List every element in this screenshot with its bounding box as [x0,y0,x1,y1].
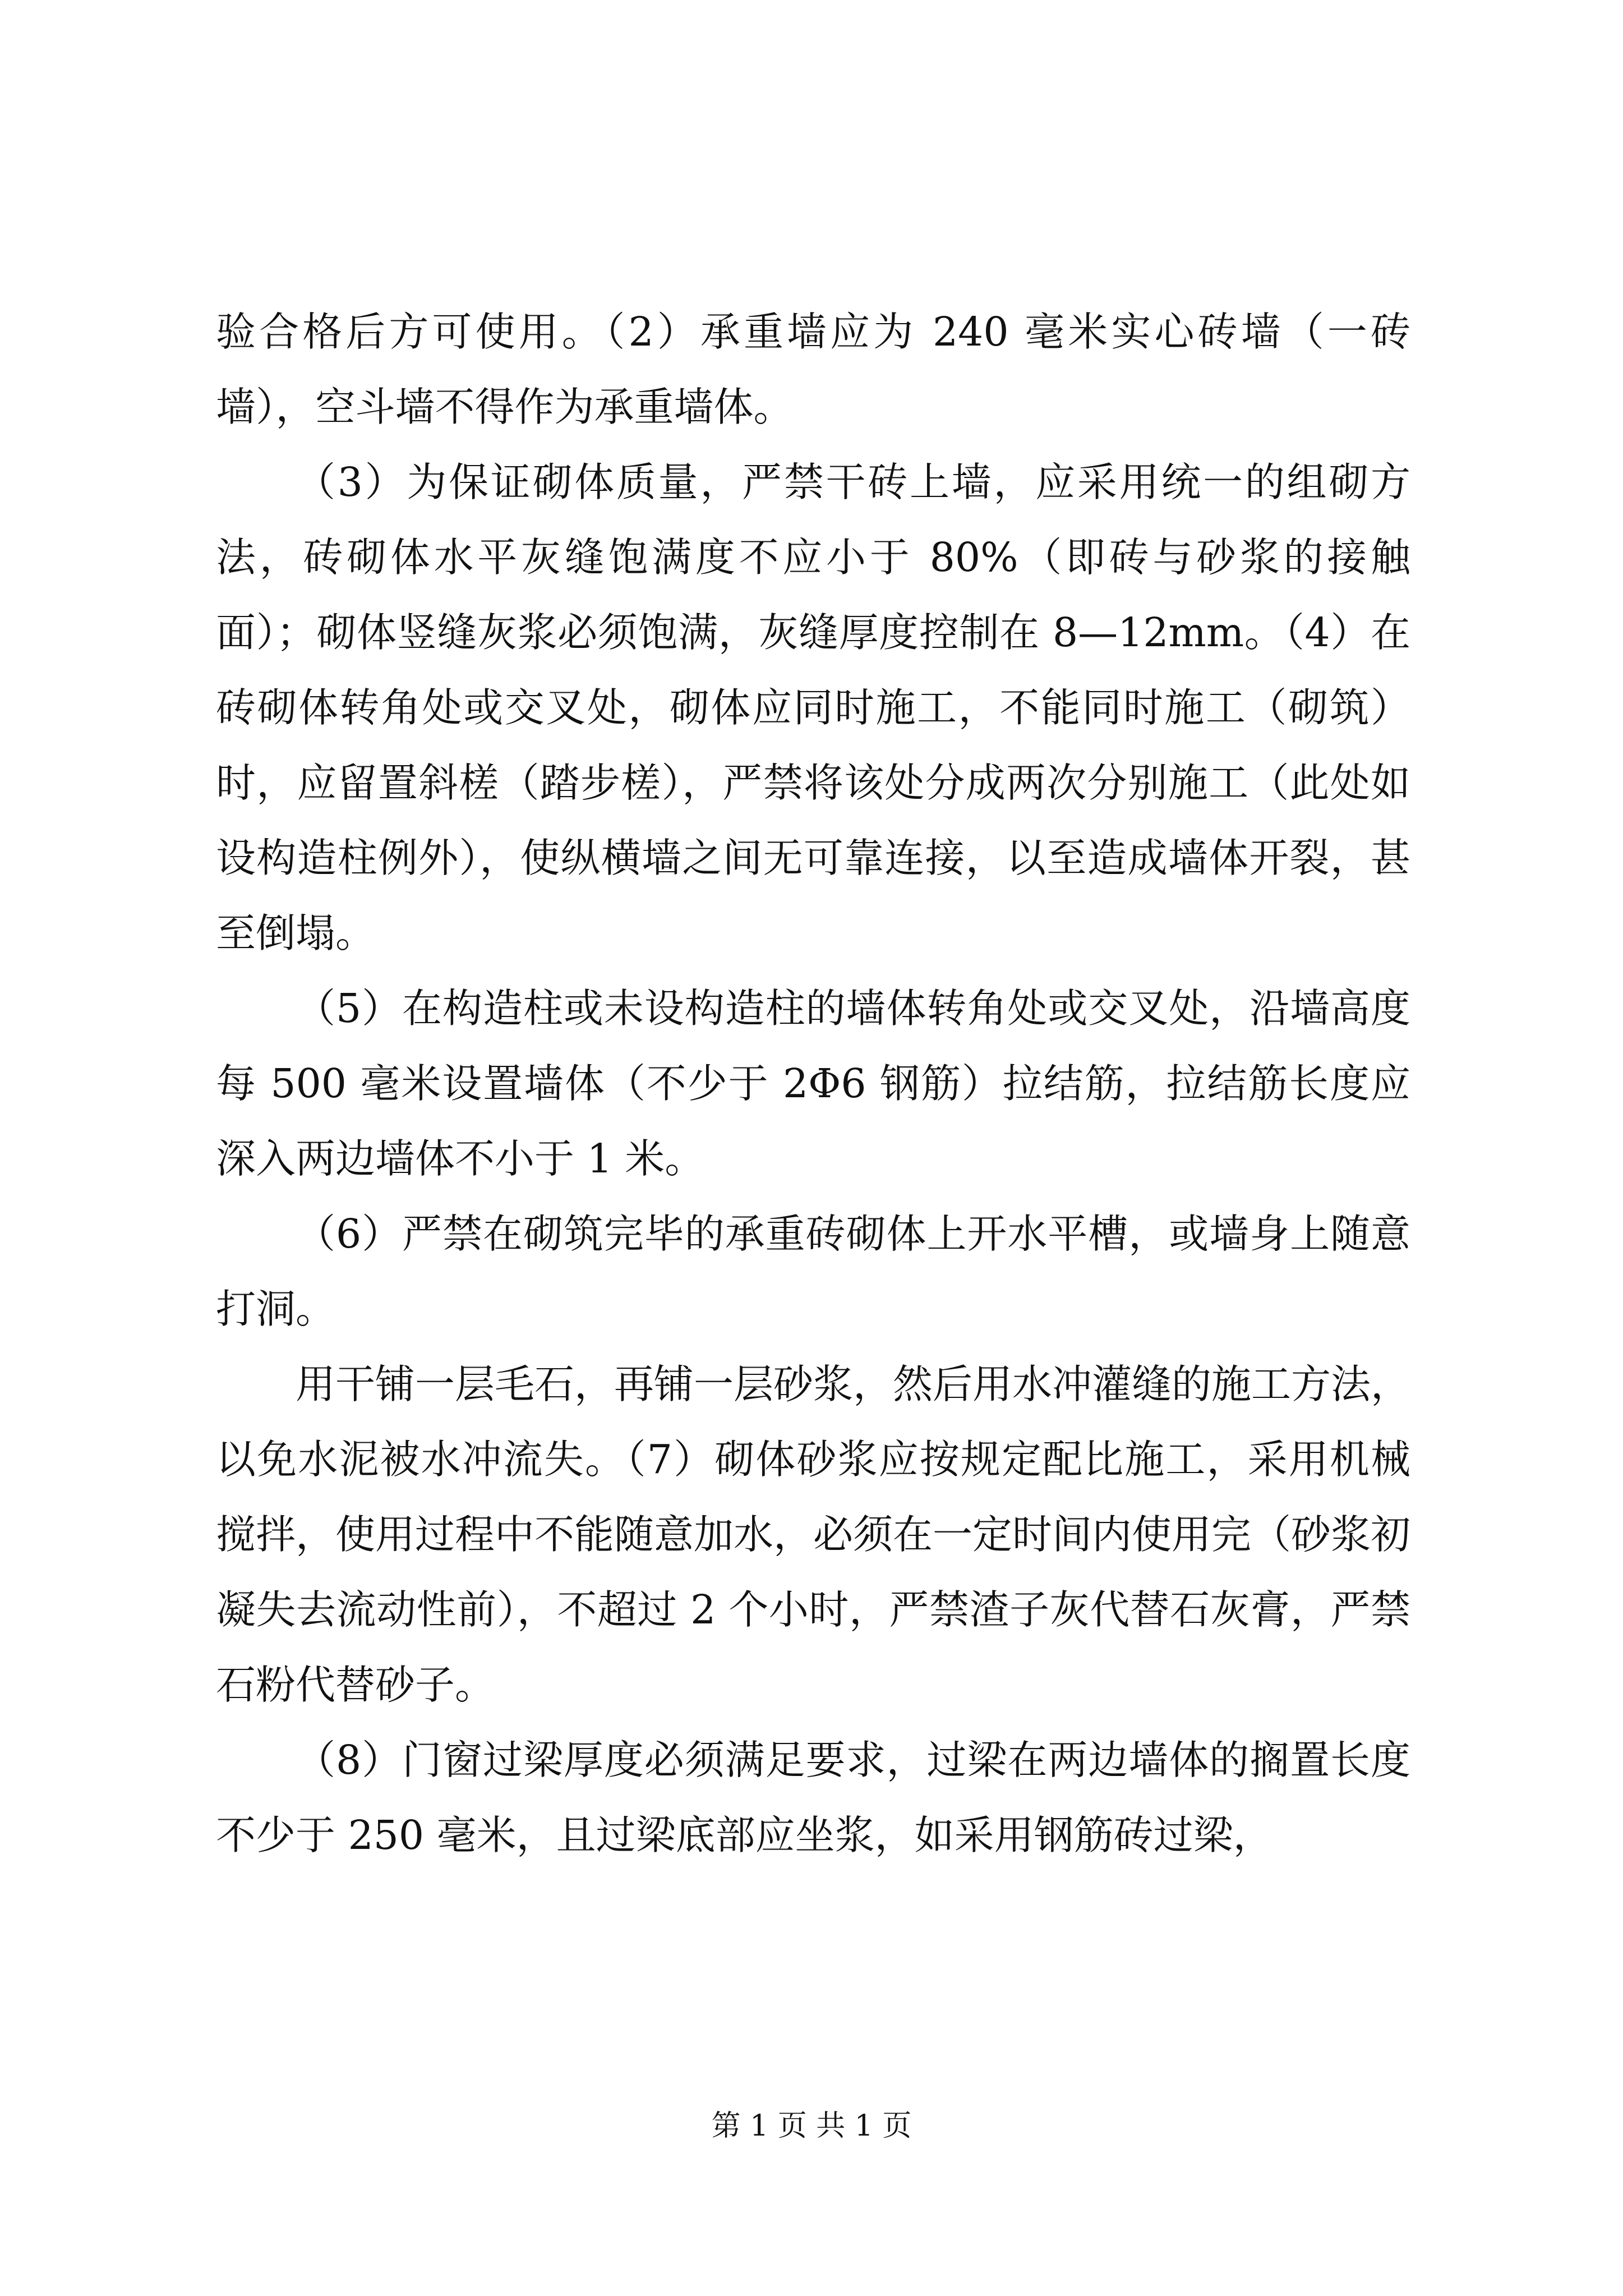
page-footer: 第 1 页 共 1 页 [711,2109,912,2143]
paragraph-3: （5）在构造柱或未设构造柱的墙体转角处或交叉处，沿墙高度每 500 毫米设置墙体（不少于 2Φ6 钢筋）拉结筋，拉结筋长度应深入两边墙体不小于 1 米。 [216,985,1410,1182]
paragraph-1: 验合格后方可使用。（2）承重墙应为 240 毫米实心砖墙（一砖墙），空斗墙不得作为承重墙体。 [216,309,1410,430]
paragraph-2: （3）为保证砌体质量，严禁干砖上墙，应采用统一的组砌方法，砖砌体水平灰缝饱满度不应小于 80%（即砖与砂浆的接触面）；砌体竖缝灰浆必须饱满，灰缝厚度控制在 8—12mm。（4）在砖砌体转角处或交叉处，砌体应同时施工，不能同时施工（砌筑）时，应留置斜槎（踏步槎），严禁将该处分成两次分别施工（此处如设构造柱例外），使纵横墙之间无可靠连接，以至造成墙体开裂，甚至倒塌。 [216,459,1410,956]
paragraph-6: （8）门窗过梁厚度必须满足要求，过梁在两边墙体的搁置长度不少于 250 毫米，且过梁底部应坐浆，如采用钢筋砖过梁， [216,1737,1410,1858]
paragraph-4: （6）严禁在砌筑完毕的承重砖砌体上开水平槽，或墙身上随意打洞。 [216,1211,1410,1332]
paragraph-5: 用干铺一层毛石，再铺一层砂浆，然后用水冲灌缝的施工方法，以免水泥被水冲流失。（7）砌体砂浆应按规定配比施工，采用机械搅拌，使用过程中不能随意加水，必须在一定时间内使用完（砂浆初凝失去流动性前），不超过 2 个小时，严禁渣子灰代替石灰膏，严禁石粉代替砂子。 [216,1361,1411,1708]
document-body [216,295,1410,1873]
